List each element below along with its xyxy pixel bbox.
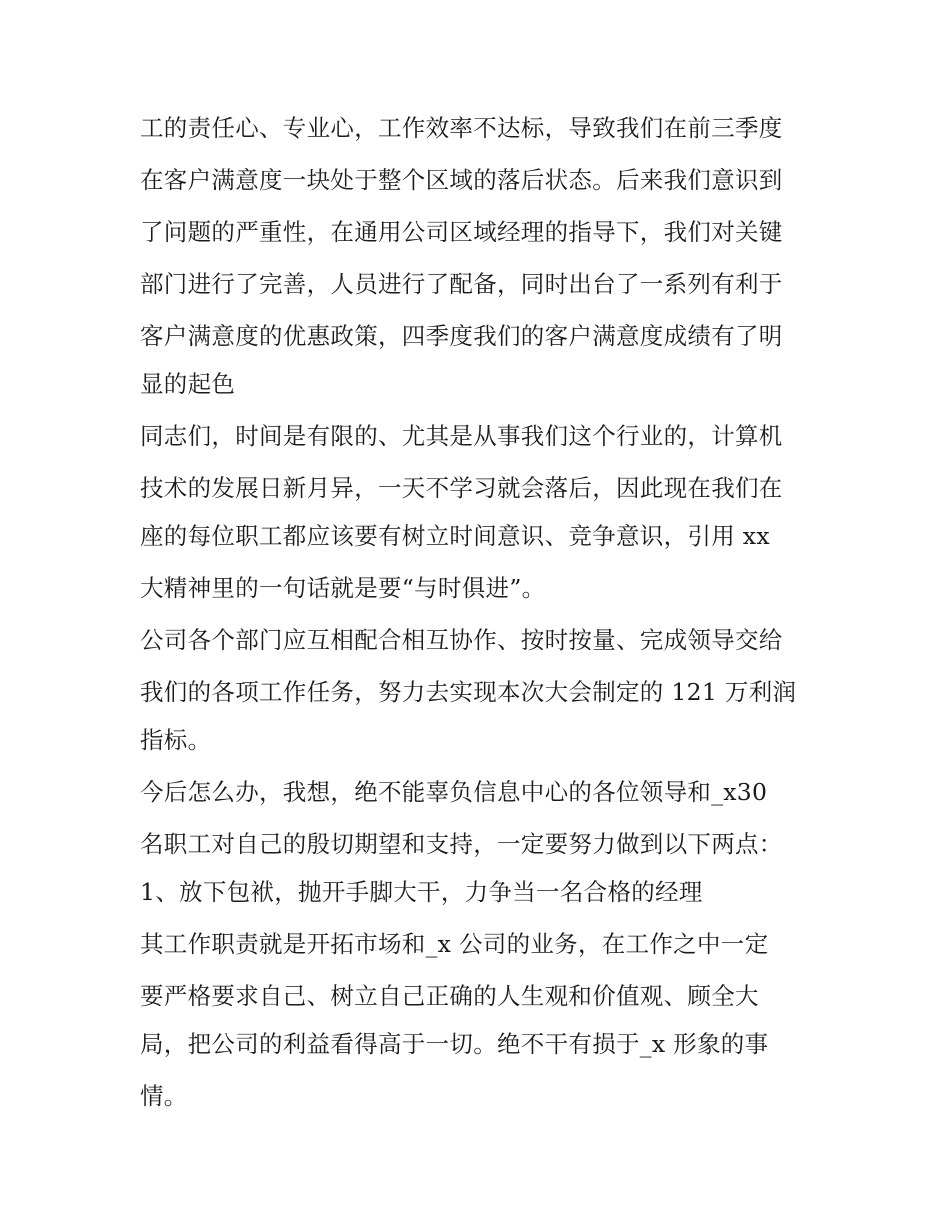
text-line: 我们的各项工作任务，努力去实现本次大会制定的 121 万利润	[140, 678, 797, 706]
text-line: 名职工对自己的殷切期望和支持，一定要努力做到以下两点：	[140, 830, 783, 858]
text-line: 了问题的严重性，在通用公司区域经理的指导下，我们对关键	[140, 218, 783, 246]
text-line: 1、放下包袱，抛开手脚大干，力争当一名合格的经理	[140, 878, 703, 906]
text-line: 局，把公司的利益看得高于一切。绝不干有损于_x 形象的事	[140, 1030, 769, 1058]
text-line: 其工作职责就是开拓市场和_x 公司的业务，在工作之中一定	[140, 930, 769, 958]
text-line: 部门进行了完善，人员进行了配备，同时出台了一系列有利于	[140, 270, 783, 298]
text-line: 今后怎么办，我想，绝不能辜负信息中心的各位领导和_x30	[140, 778, 768, 806]
text-line: 座的每位职工都应该要有树立时间意识、竞争意识，引用 xx	[140, 522, 770, 550]
text-line: 指标。	[140, 726, 212, 754]
text-line: 技术的发展日新月异，一天不学习就会落后，因此现在我们在	[140, 474, 783, 502]
text-line: 公司各个部门应互相配合相互协作、按时按量、完成领导交给	[140, 626, 783, 654]
text-line: 工的责任心、专业心，工作效率不达标，导致我们在前三季度	[140, 114, 783, 142]
text-line: 在客户满意度一块处于整个区域的落后状态。后来我们意识到	[140, 166, 783, 194]
text-line: 同志们，时间是有限的、尤其是从事我们这个行业的，计算机	[140, 422, 783, 450]
text-line: 客户满意度的优惠政策，四季度我们的客户满意度成绩有了明	[140, 322, 783, 350]
text-line: 情。	[140, 1082, 188, 1110]
text-line: 要严格要求自己、树立自己正确的人生观和价值观、顾全大	[140, 982, 759, 1010]
text-line: 大精神里的一句话就是要“与时俱进”。	[140, 574, 546, 602]
text-line: 显的起色	[140, 370, 236, 398]
